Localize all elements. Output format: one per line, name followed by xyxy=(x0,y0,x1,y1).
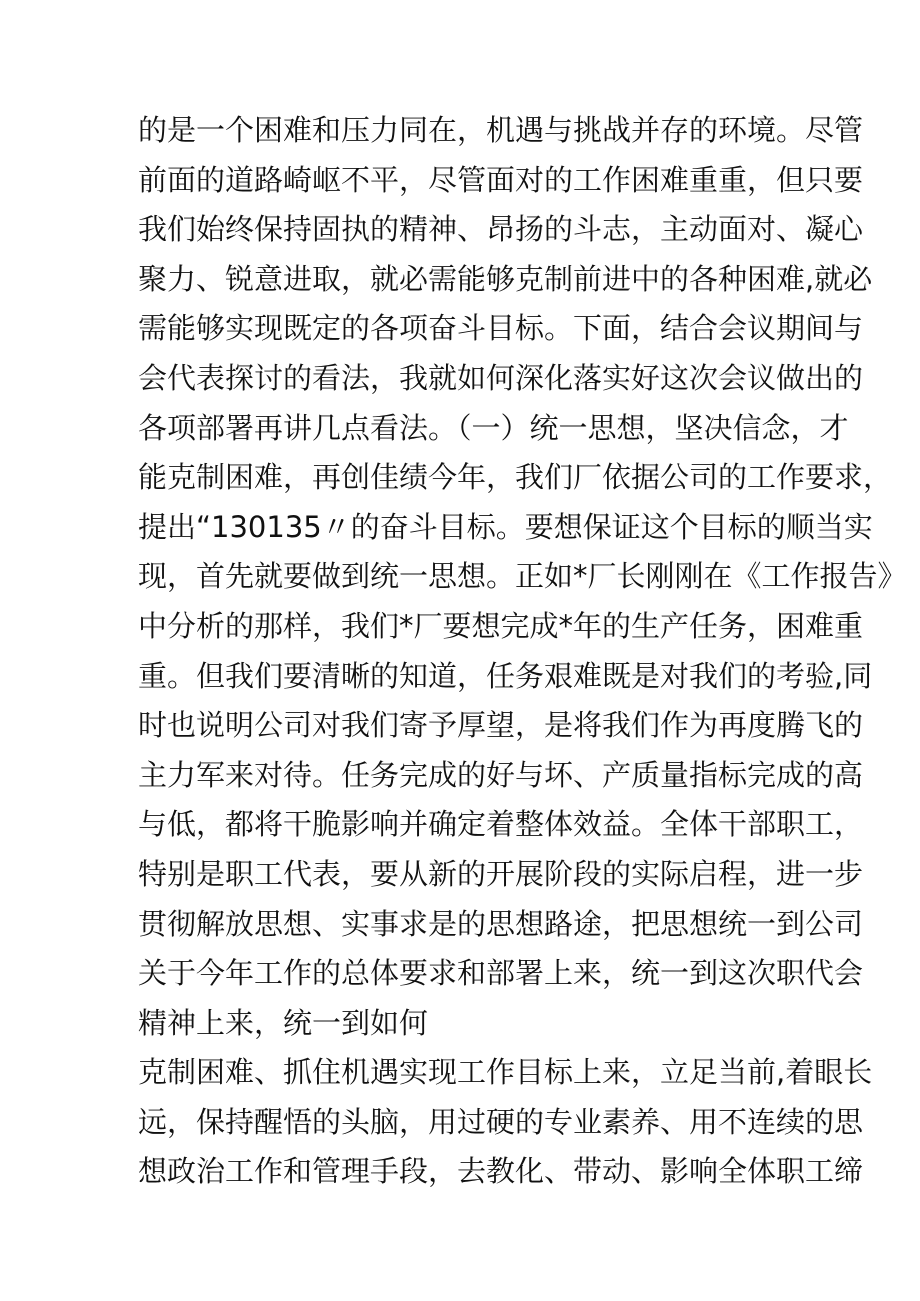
text-line-14: 主力军来对待。任务完成的好与坏、产质量指标完成的高 xyxy=(138,757,864,792)
text-line-4: 聚力、锐意进取，就必需能够克制前进中的各种困难,就必 xyxy=(138,261,873,296)
text-line-7: 各项部署再讲几点看法。（一）统一思想，坚决信念，才 xyxy=(138,410,849,445)
document-body xyxy=(138,106,907,1197)
text-line-13: 时也说明公司对我们寄予厚望，是将我们作为再度腾飞的 xyxy=(138,708,864,743)
text-line-3: 我们始终保持固执的精神、昂扬的斗志，主动面对、凝心 xyxy=(138,212,864,247)
text-line-8: 能克制困难，再创佳绩今年，我们厂依据公司的工作要求， xyxy=(138,460,893,495)
text-line-10: 现，首先就要做到统一思想。正如*厂长刚刚在《工作报告》 xyxy=(138,559,907,594)
text-line-9: 提出“130135〃的奋斗目标。要想保证这个目标的顺当实 xyxy=(138,509,873,544)
text-line-18: 关于今年工作的总体要求和部署上来，统一到这次职代会 xyxy=(138,956,864,991)
text-line-22: 想政治工作和管理手段，去教化、带动、影响全体职工缔 xyxy=(138,1154,864,1189)
text-line-21: 远，保持醒悟的头脑，用过硬的专业素养、用不连续的思 xyxy=(138,1104,864,1139)
text-line-1: 的是一个困难和压力同在，机遇与挑战并存的环境。尽管 xyxy=(138,113,864,147)
text-line-6: 会代表探讨的看法，我就如何深化落实好这次会议做出的 xyxy=(138,360,864,395)
text-line-15: 与低，都将干脆影响并确定着整体效益。全体干部职工， xyxy=(138,807,864,842)
text-line-17: 贯彻解放思想、实事求是的思想路途，把思想统一到公司 xyxy=(138,906,864,941)
text-line-16: 特别是职工代表，要从新的开展阶段的实际启程，进一步 xyxy=(138,856,864,891)
text-line-2: 前面的道路崎岖不平，尽管面对的工作困难重重，但只要 xyxy=(138,162,864,197)
text-line-20: 克制困难、抓住机遇实现工作目标上来，立足当前,着眼长 xyxy=(138,1055,873,1090)
text-line-12: 重。但我们要清晰的知道，任务艰难既是对我们的考验,同 xyxy=(138,658,873,693)
text-line-19: 精神上来，统一到如何 xyxy=(138,1005,429,1040)
text-line-11: 中分析的那样，我们*厂要想完成*年的生产任务，困难重 xyxy=(138,608,864,643)
text-line-5: 需能够实现既定的各项奋斗目标。下面，结合会议期间与 xyxy=(138,311,864,346)
